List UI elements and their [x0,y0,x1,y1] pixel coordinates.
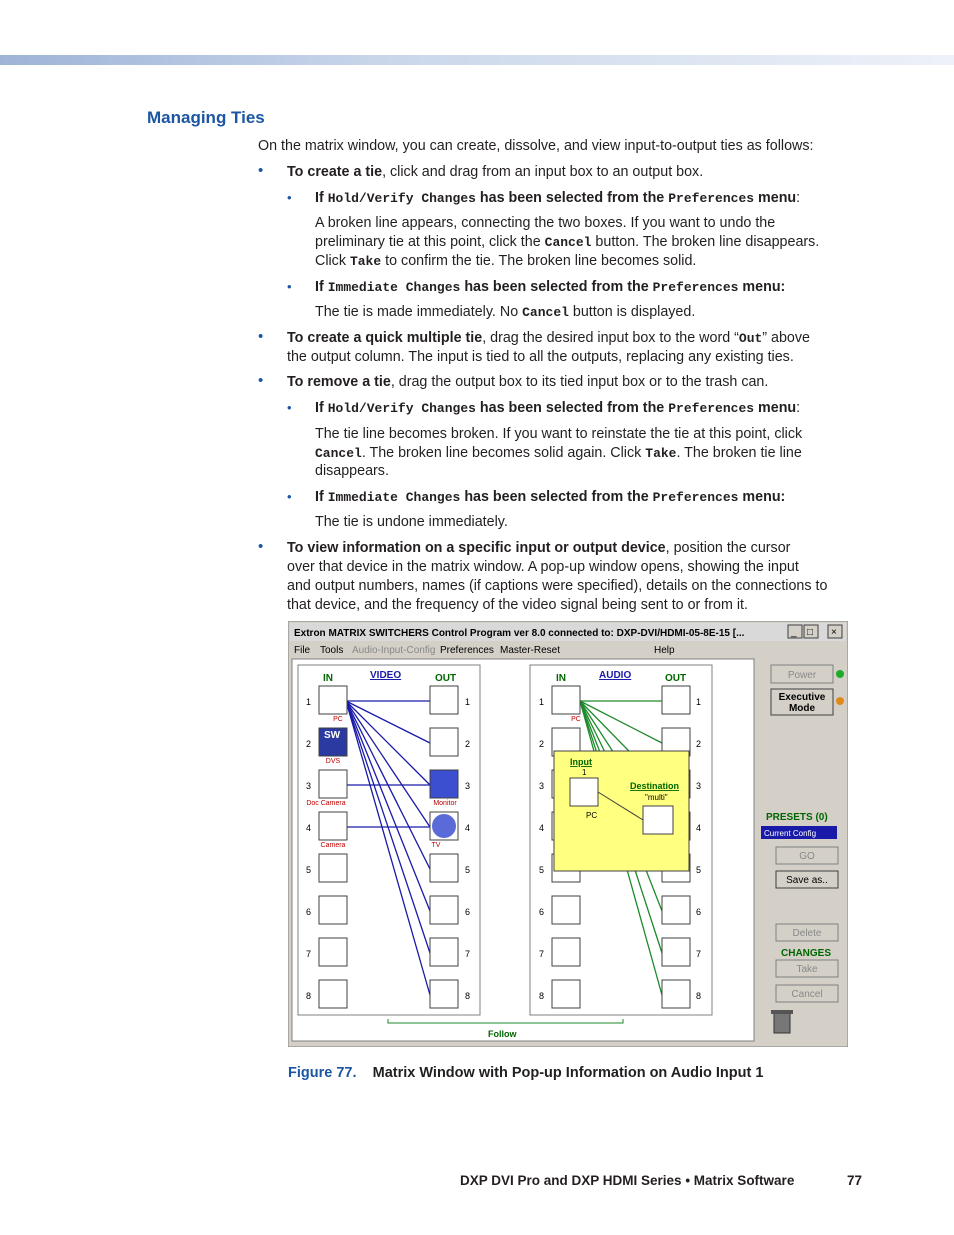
sub-text-line: The tie is undone immediately. [315,514,508,530]
svg-text:Monitor: Monitor [433,800,457,807]
svg-text:6: 6 [539,907,545,917]
exec-status-led [836,697,844,705]
svg-text:1: 1 [696,697,702,707]
svg-text:Take: Take [796,964,818,975]
svg-text:PC: PC [333,716,343,723]
svg-text:2: 2 [465,739,471,749]
menu-tools[interactable]: Tools [320,645,344,656]
svg-text:4: 4 [465,823,471,833]
popup-destination-box [643,806,673,834]
bullet-view-info: To view information on a specific input or output device, position the cursor [287,540,791,556]
popup-input-number: 1 [582,768,587,777]
bullet: • [258,372,264,389]
svg-text:6: 6 [306,907,312,917]
svg-text:Doc Camera: Doc Camera [306,800,346,807]
popup-pc-label: PC [586,811,598,820]
changes-label: CHANGES [781,948,832,959]
bullet-text-line: that device, and the frequency of the video signal being sent to or from it. [287,597,748,613]
sub-bullet: • [287,489,292,504]
svg-text:Executive: Executive [778,692,826,703]
svg-text:PC: PC [571,716,581,723]
popup-multi: "multi" [645,793,668,802]
section-heading: Managing Ties [147,108,265,127]
popup-destination-label: Destination [630,781,680,791]
svg-text:5: 5 [696,865,702,875]
maximize-icon: □ [807,627,814,638]
svg-text:6: 6 [465,907,471,917]
svg-text:5: 5 [306,865,312,875]
svg-text:TV: TV [431,842,441,849]
matrix-window-screenshot [288,621,848,1047]
svg-text:2: 2 [306,739,312,749]
follow-checkbox[interactable]: Follow [488,1029,517,1039]
presets-label: PRESETS (0) [766,812,828,823]
tv-icon [432,814,456,838]
svg-text:3: 3 [539,781,545,791]
svg-text:Camera: Camera [320,842,346,849]
audio-in-header: IN [556,673,566,684]
svg-text:Delete: Delete [792,928,822,939]
video-in-header: IN [323,673,333,684]
sub-text-line: Cancel. The broken line becomes solid again. Click Take. The broken tie line [315,445,802,461]
menu-file[interactable]: File [294,645,311,656]
svg-text:4: 4 [539,823,545,833]
sub-bullet: • [287,279,292,294]
bullet-quick-multiple: To create a quick multiple tie, drag the desired input box to the word “Out” above [287,330,810,346]
svg-text:1: 1 [539,697,545,707]
svg-text:4: 4 [306,823,312,833]
bullet: • [258,162,264,179]
svg-text:8: 8 [696,991,702,1001]
sub-bullet: • [287,190,292,205]
popup-input-label: Input [570,757,592,767]
svg-text:7: 7 [465,949,471,959]
svg-text:DVS: DVS [325,758,341,765]
svg-text:3: 3 [306,781,312,791]
svg-text:Save as..: Save as.. [786,875,828,886]
intro-text: On the matrix window, you can create, dissolve, and view input-to-output ties as follows: [258,138,814,154]
page-number: 77 [847,1173,863,1188]
bullet-create-tie: To create a tie, click and drag from an input box to an output box. [287,164,704,180]
bullet: • [258,328,264,345]
audio-label: AUDIO [599,670,632,681]
bullet-text-line: the output column. The input is tied to all the outputs, replacing any existing ties. [287,349,794,365]
sub-immediate-1: If Immediate Changes has been selected from the Preferences menu: [315,279,786,295]
minimize-icon: _ [791,627,797,638]
menu-audio-input-config[interactable]: Audio-Input-Config [352,645,436,656]
svg-text:GO: GO [799,851,815,862]
figure-caption: Figure 77. Matrix Window with Pop-up Information on Audio Input 1 [288,1065,764,1081]
bullet: • [258,538,264,555]
header-bar [0,55,954,65]
power-status-led [836,670,844,678]
svg-text:Cancel: Cancel [791,989,823,1000]
svg-text:Current Config: Current Config [764,829,817,838]
bullet-remove-tie: To remove a tie, drag the output box to its tied input box or to the trash can. [287,374,769,390]
svg-text:3: 3 [696,781,702,791]
menu-help[interactable]: Help [654,645,675,656]
svg-text:Power: Power [787,670,817,681]
close-icon: × [831,627,837,638]
svg-text:2: 2 [696,739,702,749]
svg-text:5: 5 [465,865,471,875]
footer-title: DXP DVI Pro and DXP HDMI Series • Matrix Software [460,1173,795,1188]
bullet-text-line: over that device in the matrix window. A pop-up window opens, showing the input [287,559,799,575]
sub-text-line: The tie line becomes broken. If you want to reinstate the tie at this point, click [315,426,803,442]
menu-master-reset[interactable]: Master-Reset [500,645,561,656]
svg-text:3: 3 [465,781,471,791]
sub-text-line: preliminary tie at this point, click the Cancel button. The broken line disappears. [315,234,820,250]
sub-hold-verify-2: If Hold/Verify Changes has been selected from the Preferences menu: [315,400,801,416]
svg-text:1: 1 [306,697,312,707]
svg-text:7: 7 [696,949,702,959]
sub-text-line: The tie is made immediately. No Cancel button is displayed. [315,304,696,320]
svg-text:8: 8 [306,991,312,1001]
menu-preferences[interactable]: Preferences [440,645,494,656]
svg-text:4: 4 [696,823,702,833]
sub-immediate-2: If Immediate Changes has been selected from the Preferences menu: [315,489,786,505]
svg-text:7: 7 [539,949,545,959]
svg-text:Mode: Mode [788,703,816,714]
window-title: Extron MATRIX SWITCHERS Control Program ver 8.0 connected to: DXP-DVI/HDMI-05-8E-15 [... [294,628,745,639]
svg-text:2: 2 [539,739,545,749]
sub-hold-verify-1: If Hold/Verify Changes has been selected from the Preferences menu: [315,190,801,206]
sw-icon: SW [324,730,341,741]
svg-text:6: 6 [696,907,702,917]
video-label: VIDEO [370,670,402,681]
sub-text-line: Click Take to confirm the tie. The broken line becomes solid. [315,253,697,269]
trash-icon[interactable] [771,1010,793,1033]
sub-bullet: • [287,400,292,415]
svg-text:8: 8 [539,991,545,1001]
audio-out-header: OUT [665,673,687,684]
svg-text:8: 8 [465,991,471,1001]
svg-text:7: 7 [306,949,312,959]
svg-text:1: 1 [465,697,471,707]
video-out-header: OUT [435,673,457,684]
svg-text:5: 5 [539,865,545,875]
sub-text-line: A broken line appears, connecting the two boxes. If you want to undo the [315,215,776,231]
popup-input-box [570,778,598,806]
bullet-text-line: and output numbers, names (if captions were specified), details on the connections to [287,578,828,594]
sub-text-line: disappears. [315,463,389,479]
